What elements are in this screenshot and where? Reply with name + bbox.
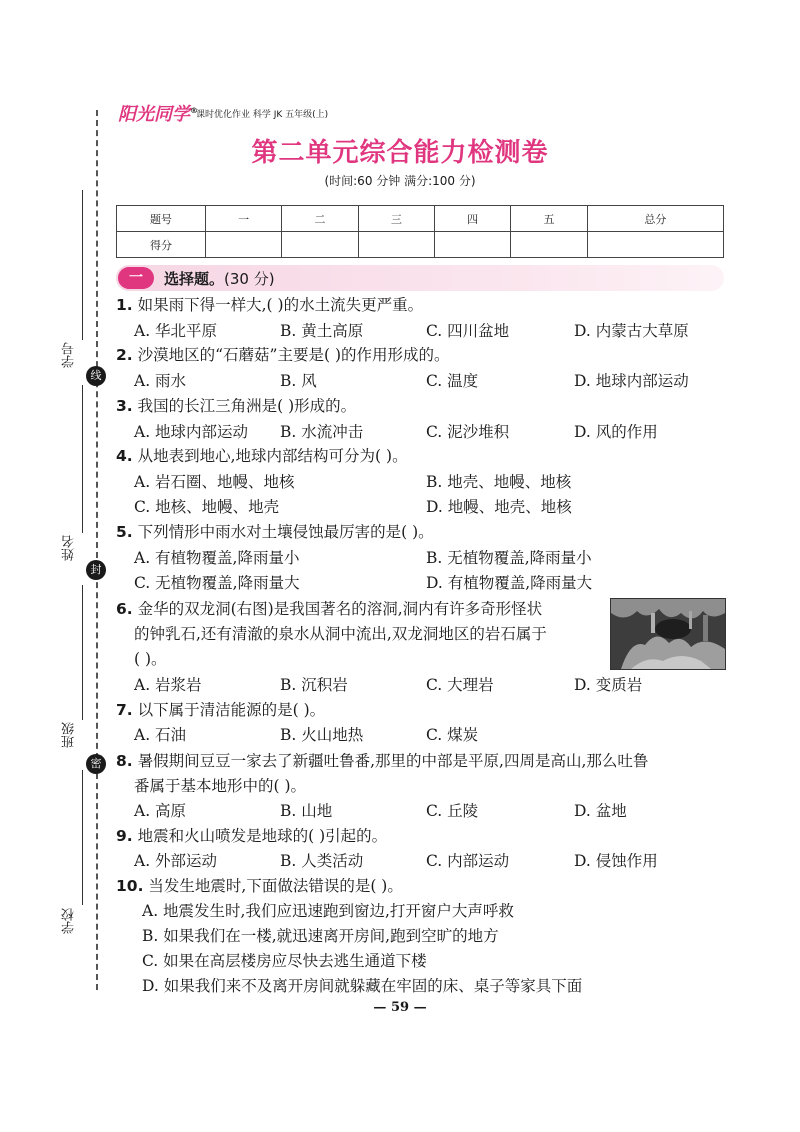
option-5c[interactable]: C. 无植物覆盖,降雨量大 — [134, 574, 300, 592]
score-entry-cell[interactable] — [358, 232, 434, 258]
option-5d[interactable]: D. 有植物覆盖,降雨量大 — [426, 574, 593, 592]
option-7c[interactable]: C. 煤炭 — [426, 726, 479, 744]
option-6d[interactable]: D. 变质岩 — [574, 676, 643, 694]
page-number: — 59 — — [373, 1000, 427, 1015]
question-8: 8. 暑假期间豆豆一家去了新疆吐鲁番,那里的中部是平原,四周是高山,那么吐鲁 — [116, 752, 649, 770]
score-entry-cell[interactable] — [511, 232, 587, 258]
option-3a[interactable]: A. 地球内部运动 — [134, 423, 249, 441]
option-1b[interactable]: B. 黄土高原 — [280, 322, 364, 340]
question-2: 2. 沙漠地区的“石蘑菇”主要是( )的作用形成的。 — [116, 346, 450, 364]
margin-underline-student-id — [82, 190, 83, 340]
section-number: 一 — [118, 267, 154, 289]
question-6-line-3: ( )。 — [134, 650, 167, 668]
score-table-cell: 五 — [511, 206, 587, 232]
margin-underline-class — [82, 585, 83, 720]
option-2b[interactable]: B. 风 — [280, 372, 317, 390]
seal-seal-mark: 封 — [86, 560, 106, 580]
score-table-cell: 三 — [358, 206, 434, 232]
series-label: 课时优化作业 科学 JK 五年级(上) — [196, 110, 329, 120]
cave-photo-image — [611, 599, 725, 669]
score-table — [116, 205, 724, 258]
question-10: 10. 当发生地震时,下面做法错误的是( )。 — [116, 877, 403, 895]
score-entry-cell[interactable] — [434, 232, 510, 258]
time-score-info: (时间:60 分钟 满分:100 分) — [324, 174, 476, 188]
margin-label-school: 学校 — [62, 908, 77, 934]
seal-line-mark: 线 — [86, 366, 106, 386]
option-3d[interactable]: D. 风的作用 — [574, 423, 658, 441]
binding-dashed-line — [96, 110, 98, 990]
option-3c[interactable]: C. 泥沙堆积 — [426, 423, 510, 441]
question-6-line-2: 的钟乳石,还有清澈的泉水从洞中流出,双龙洞地区的岩石属于 — [134, 625, 547, 643]
option-4d[interactable]: D. 地幔、地壳、地核 — [426, 498, 572, 516]
option-10d[interactable]: D. 如果我们来不及离开房间就躲藏在牢固的床、桌子等家具下面 — [142, 977, 583, 995]
option-8d[interactable]: D. 盆地 — [574, 802, 627, 820]
option-10a[interactable]: A. 地震发生时,我们应迅速跑到窗边,打开窗户大声呼救 — [142, 902, 514, 920]
score-table-score-row — [117, 232, 724, 258]
option-4a[interactable]: A. 岩石圈、地幔、地核 — [134, 473, 295, 491]
option-8c[interactable]: C. 丘陵 — [426, 802, 479, 820]
option-8b[interactable]: B. 山地 — [280, 802, 333, 820]
margin-underline-name — [82, 385, 83, 533]
question-8-line-2: 番属于基本地形中的( )。 — [134, 777, 307, 795]
question-6: 6. 金华的双龙洞(右图)是我国著名的溶洞,洞内有许多奇形怪状 — [116, 600, 543, 618]
score-table-cell: 一 — [206, 206, 282, 232]
option-2a[interactable]: A. 雨水 — [134, 372, 187, 390]
question-5: 5. 下列情形中雨水对土壤侵蚀最厉害的是( )。 — [116, 523, 434, 541]
option-9c[interactable]: C. 内部运动 — [426, 852, 510, 870]
option-8a[interactable]: A. 高原 — [134, 802, 187, 820]
seal-secret-mark: 密 — [86, 754, 106, 774]
brand-logo: 阳光同学® — [118, 104, 198, 125]
option-10c[interactable]: C. 如果在高层楼房应尽快去逃生通道下楼 — [142, 952, 427, 970]
option-9a[interactable]: A. 外部运动 — [134, 852, 218, 870]
option-9b[interactable]: B. 人类活动 — [280, 852, 364, 870]
score-table-cell: 四 — [434, 206, 510, 232]
option-6b[interactable]: B. 沉积岩 — [280, 676, 348, 694]
page-title: 第二单元综合能力检测卷 — [251, 138, 549, 168]
score-table-cell: 题号 — [117, 206, 206, 232]
option-4b[interactable]: B. 地壳、地幔、地核 — [426, 473, 572, 491]
option-6a[interactable]: A. 岩浆岩 — [134, 676, 202, 694]
margin-label-class: 班级 — [62, 722, 77, 748]
section-header — [116, 265, 724, 291]
option-5b[interactable]: B. 无植物覆盖,降雨量小 — [426, 549, 592, 567]
option-7a[interactable]: A. 石油 — [134, 726, 187, 744]
question-9: 9. 地震和火山喷发是地球的( )引起的。 — [116, 827, 388, 845]
option-1c[interactable]: C. 四川盆地 — [426, 322, 510, 340]
score-entry-cell[interactable] — [206, 232, 282, 258]
option-3b[interactable]: B. 水流冲击 — [280, 423, 364, 441]
score-entry-cell[interactable] — [587, 232, 723, 258]
score-table-cell: 得分 — [117, 232, 206, 258]
score-table-cell: 总分 — [587, 206, 723, 232]
question-7: 7. 以下属于清洁能源的是( )。 — [116, 701, 326, 719]
option-2c[interactable]: C. 温度 — [426, 372, 479, 390]
cave-photo — [610, 598, 726, 670]
margin-underline-school — [82, 770, 83, 905]
option-5a[interactable]: A. 有植物覆盖,降雨量小 — [134, 549, 300, 567]
question-1: 1. 如果雨下得一样大,( )的水土流失更严重。 — [116, 296, 424, 314]
option-2d[interactable]: D. 地球内部运动 — [574, 372, 689, 390]
margin-label-name: 姓名 — [62, 535, 77, 561]
section-label: 选择题。(30 分) — [164, 270, 275, 288]
score-entry-cell[interactable] — [282, 232, 358, 258]
option-1a[interactable]: A. 华北平原 — [134, 322, 218, 340]
question-4: 4. 从地表到地心,地球内部结构可分为( )。 — [116, 447, 408, 465]
margin-label-student-id: 学号 — [62, 342, 77, 368]
option-10b[interactable]: B. 如果我们在一楼,就迅速离开房间,跑到空旷的地方 — [142, 927, 499, 945]
score-table-header-row — [117, 206, 724, 232]
option-7b[interactable]: B. 火山地热 — [280, 726, 364, 744]
option-1d[interactable]: D. 内蒙古大草原 — [574, 322, 689, 340]
option-6c[interactable]: C. 大理岩 — [426, 676, 494, 694]
option-9d[interactable]: D. 侵蚀作用 — [574, 852, 658, 870]
option-4c[interactable]: C. 地核、地幔、地壳 — [134, 498, 280, 516]
score-table-cell: 二 — [282, 206, 358, 232]
question-3: 3. 我国的长江三角洲是( )形成的。 — [116, 397, 357, 415]
